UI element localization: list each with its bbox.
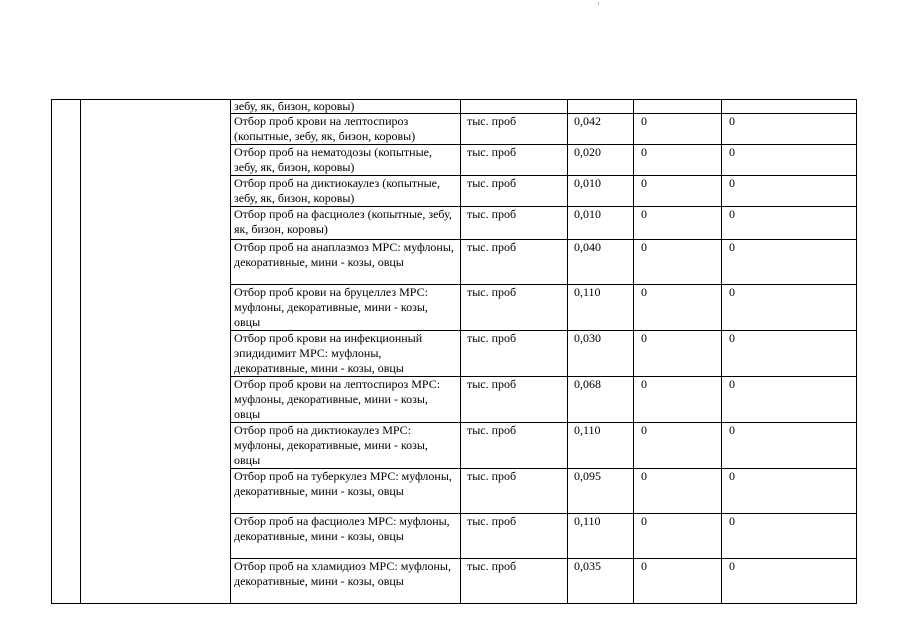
col5-cell: 0	[634, 423, 722, 469]
col6-cell: 0	[722, 145, 857, 176]
col6-cell: 0	[722, 377, 857, 423]
col5-cell: 0	[634, 207, 722, 240]
col6-cell: 0	[722, 207, 857, 240]
value-cell: 0,030	[568, 331, 634, 377]
unit-cell: тыс. проб	[461, 469, 568, 514]
col6-cell: 0	[722, 423, 857, 469]
row-name-cell: Отбор проб на диктиокаулез (копытные, зебу, як, бизон, коровы)	[231, 176, 461, 207]
col5-cell: 0	[634, 176, 722, 207]
row-name-cell: Отбор проб крови на бруцеллез МРС: муфлоны, декоративные, мини - козы, овцы	[231, 285, 461, 331]
unit-cell	[461, 100, 568, 114]
col6-cell: 0	[722, 114, 857, 145]
row-name-cell: Отбор проб на анаплазмоз МРС: муфлоны, декоративные, мини - козы, овцы	[231, 240, 461, 285]
col5-cell	[634, 100, 722, 114]
row-name-cell: Отбор проб на хламидиоз МРС: муфлоны, декоративные, мини - козы, овцы	[231, 559, 461, 604]
col6-cell: 0	[722, 331, 857, 377]
unit-cell: тыс. проб	[461, 176, 568, 207]
col5-cell: 0	[634, 469, 722, 514]
row-name-cell: Отбор проб на фасциолез МРС: муфлоны, декоративные, мини - козы, овцы	[231, 514, 461, 559]
value-cell: 0,010	[568, 207, 634, 240]
row-name-cell: Отбор проб крови на лептоспироз (копытные, зебу, як, бизон, коровы)	[231, 114, 461, 145]
value-cell: 0,068	[568, 377, 634, 423]
value-cell	[568, 100, 634, 114]
index-cell	[52, 100, 81, 604]
col6-cell	[722, 100, 857, 114]
value-cell: 0,042	[568, 114, 634, 145]
unit-cell: тыс. проб	[461, 114, 568, 145]
col6-cell: 0	[722, 469, 857, 514]
unit-cell: тыс. проб	[461, 285, 568, 331]
row-name-cell: Отбор проб на фасциолез (копытные, зебу, як, бизон, коровы)	[231, 207, 461, 240]
table-row	[52, 100, 857, 114]
page-edge-mark	[598, 2, 599, 5]
row-name-cell: Отбор проб на туберкулез МРС: муфлоны, декоративные, мини - козы, овцы	[231, 469, 461, 514]
col5-cell: 0	[634, 559, 722, 604]
col5-cell: 0	[634, 331, 722, 377]
unit-cell: тыс. проб	[461, 377, 568, 423]
value-cell: 0,010	[568, 176, 634, 207]
col6-cell: 0	[722, 559, 857, 604]
value-cell: 0,020	[568, 145, 634, 176]
value-cell: 0,110	[568, 514, 634, 559]
col5-cell: 0	[634, 114, 722, 145]
unit-cell: тыс. проб	[461, 145, 568, 176]
col6-cell: 0	[722, 176, 857, 207]
unit-cell: тыс. проб	[461, 207, 568, 240]
row-name-cell: зебу, як, бизон, коровы)	[231, 100, 461, 114]
value-cell: 0,110	[568, 423, 634, 469]
row-name-cell: Отбор проб крови на лептоспироз МРС: муфлоны, декоративные, мини - козы, овцы	[231, 377, 461, 423]
unit-cell: тыс. проб	[461, 514, 568, 559]
row-name-cell: Отбор проб на диктиокаулез МРС: муфлоны, декоративные, мини - козы, овцы	[231, 423, 461, 469]
section-cell	[81, 100, 231, 604]
unit-cell: тыс. проб	[461, 559, 568, 604]
row-name-cell: Отбор проб крови на инфекционный эпидидимит МРС: муфлоны, декоративные, мини - козы, овцы	[231, 331, 461, 377]
col5-cell: 0	[634, 377, 722, 423]
col5-cell: 0	[634, 145, 722, 176]
col6-cell: 0	[722, 514, 857, 559]
unit-cell: тыс. проб	[461, 423, 568, 469]
col6-cell: 0	[722, 240, 857, 285]
value-cell: 0,095	[568, 469, 634, 514]
table-body	[52, 100, 857, 604]
col5-cell: 0	[634, 514, 722, 559]
value-cell: 0,110	[568, 285, 634, 331]
unit-cell: тыс. проб	[461, 240, 568, 285]
col6-cell: 0	[722, 285, 857, 331]
value-cell: 0,040	[568, 240, 634, 285]
col5-cell: 0	[634, 240, 722, 285]
row-name-cell: Отбор проб на нематодозы (копытные, зебу, як, бизон, коровы)	[231, 145, 461, 176]
col5-cell: 0	[634, 285, 722, 331]
data-table	[51, 99, 857, 604]
value-cell: 0,035	[568, 559, 634, 604]
unit-cell: тыс. проб	[461, 331, 568, 377]
